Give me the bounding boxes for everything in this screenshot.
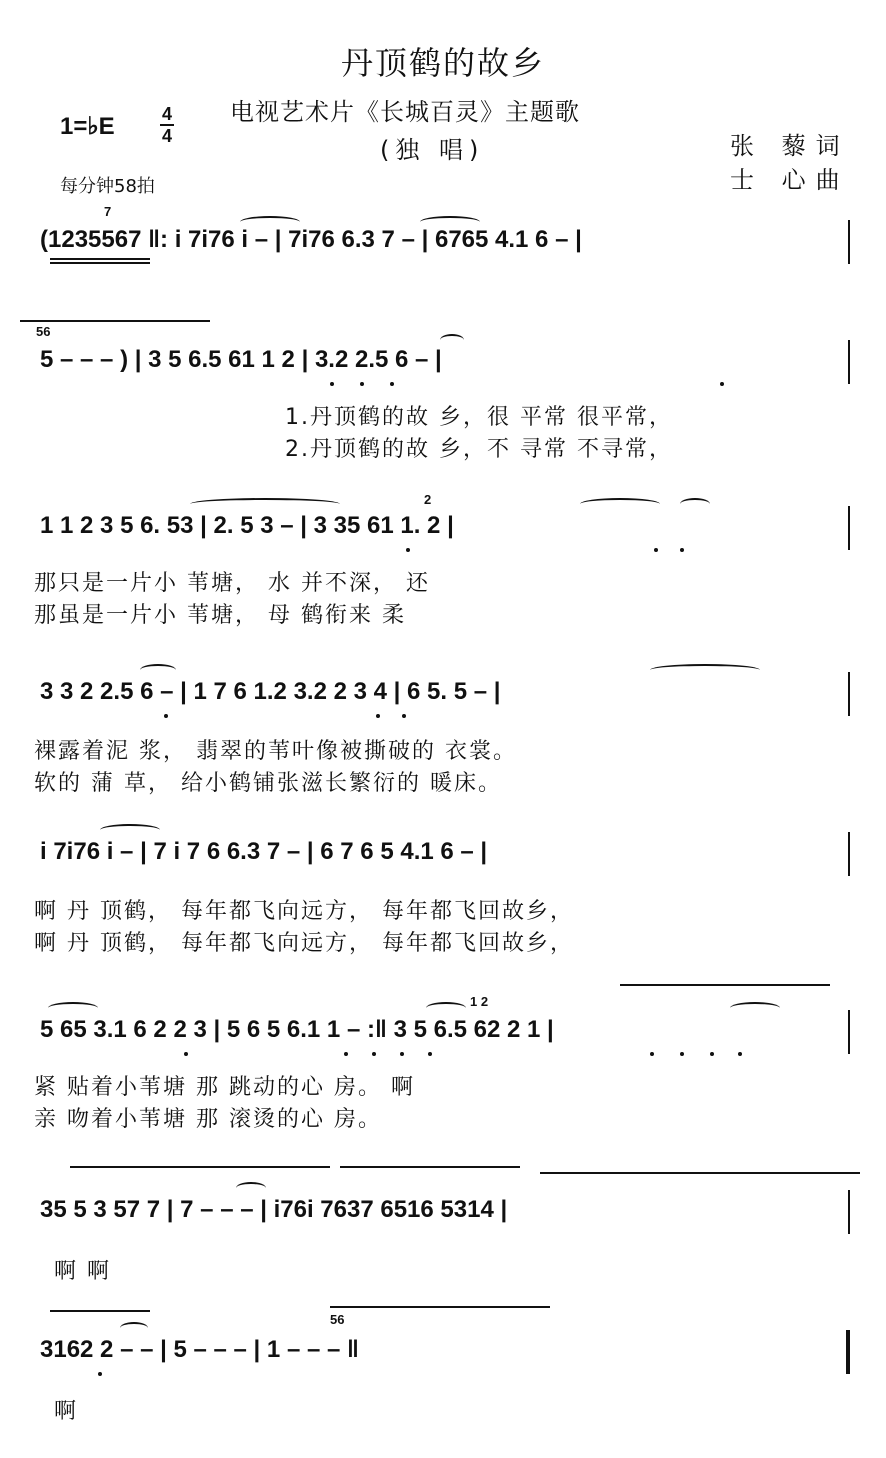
- octave-dot: [344, 1052, 348, 1056]
- slur: [730, 1002, 780, 1014]
- barline: [848, 832, 850, 876]
- grace-mark: 2: [424, 492, 432, 507]
- slur: [140, 664, 176, 676]
- phrase-line: [620, 984, 830, 986]
- grace-mark: 56: [330, 1312, 345, 1327]
- slur: [190, 498, 340, 510]
- barline: [848, 1190, 850, 1234]
- time-signature: [160, 104, 174, 146]
- octave-dot: [680, 1052, 684, 1056]
- lyric-verse-2: 啊 丹 顶鹤， 每年都飞向远方， 每年都飞回故乡，: [34, 931, 574, 956]
- barline: [848, 220, 850, 264]
- lyric-verse-1: 1.丹顶鹤的故 乡，很 平常 很平常，: [285, 405, 673, 430]
- composer-credit: 士 心曲: [730, 166, 850, 194]
- octave-dot: [400, 1052, 404, 1056]
- performance-type: (独 唱): [380, 136, 485, 164]
- octave-dot: [390, 382, 394, 386]
- octave-dot: [184, 1052, 188, 1056]
- slur: [580, 498, 660, 510]
- notation: 5 – – – ) | 3 5 6.5 61 1 2 | 3.2 2.5 6 – |: [40, 346, 442, 373]
- beam: [50, 258, 150, 260]
- octave-dot: [406, 548, 410, 552]
- time-signature-top: 4: [161, 104, 172, 124]
- octave-dot: [330, 382, 334, 386]
- slur: [48, 1002, 98, 1014]
- slur: [650, 664, 760, 676]
- slur: [240, 216, 300, 228]
- notation: i 7i76 i – | 7 i 7 6 6.3 7 – | 6 7 6 5 4.1 6 – |: [40, 838, 488, 865]
- tempo-marking: 每分钟58拍: [60, 176, 155, 197]
- slur: [426, 1002, 466, 1014]
- slur: [236, 1182, 266, 1194]
- phrase-line: [540, 1172, 860, 1174]
- octave-dot: [428, 1052, 432, 1056]
- lyric-verse-1: 啊 啊: [54, 1259, 111, 1284]
- octave-dot: [360, 382, 364, 386]
- phrase-line: [70, 1166, 330, 1168]
- barline: [848, 506, 850, 550]
- slur: [440, 334, 464, 346]
- phrase-line: [50, 1310, 150, 1312]
- final-barline: [846, 1330, 850, 1374]
- octave-dot: [650, 1052, 654, 1056]
- barline: [848, 1010, 850, 1054]
- key-signature: 1=♭E: [60, 113, 115, 140]
- octave-dot: [710, 1052, 714, 1056]
- slur: [120, 1322, 148, 1334]
- octave-dot: [98, 1372, 102, 1376]
- lyric-verse-2: 亲 吻着小苇塘 那 滚烫的心 房。: [34, 1107, 382, 1132]
- octave-dot: [372, 1052, 376, 1056]
- song-title: 丹顶鹤的故乡: [340, 44, 545, 82]
- octave-dot: [720, 382, 724, 386]
- barline: [848, 340, 850, 384]
- slur: [100, 824, 160, 836]
- octave-dot: [654, 548, 658, 552]
- lyric-verse-2: 2.丹顶鹤的故 乡，不 寻常 不寻常，: [285, 437, 673, 462]
- octave-dot: [402, 714, 406, 718]
- grace-mark: 56: [36, 324, 51, 339]
- lyricist-credit: 张 藜词: [730, 132, 850, 160]
- lyric-verse-2: 那虽是一片小 苇塘， 母 鹤衔来 柔: [34, 603, 406, 628]
- notation: 1 1 2 3 5 6. 53 | 2. 5 3 – | 3 35 61 1. 2 |: [40, 512, 454, 539]
- lyric-verse-1: 裸露着泥 浆， 翡翠的苇叶像被撕破的 衣裳。: [34, 739, 517, 764]
- notation: 5 65 3.1 6 2 2 3 | 5 6 5 6.1 1 – :‖ 3 5 6.5 62 2 1 |: [40, 1016, 554, 1043]
- octave-dot: [376, 714, 380, 718]
- octave-dot: [164, 714, 168, 718]
- beam: [50, 262, 150, 264]
- notation: (1235567 ‖: i 7i76 i – | 7i76 6.3 7 – | 6765 4.1 6 – |: [40, 226, 582, 253]
- notation: 3 3 2 2.5 6 – | 1 7 6 1.2 3.2 2 3 4 | 6 5. 5 – |: [40, 678, 501, 705]
- phrase-line: [340, 1166, 520, 1168]
- lyric-verse-1: 紧 贴着小苇塘 那 跳动的心 房。 啊: [34, 1075, 415, 1100]
- octave-dot: [680, 548, 684, 552]
- slur: [680, 498, 710, 510]
- barline: [848, 672, 850, 716]
- ending-mark: 1 2: [470, 994, 489, 1009]
- lyric-verse-1: 啊: [54, 1399, 79, 1424]
- notation: 35 5 3 57 7 | 7 – – – | i76i 7637 6516 5314 |: [40, 1196, 508, 1223]
- time-signature-bottom: 4: [161, 126, 172, 146]
- grace-mark: 7: [104, 204, 112, 219]
- slur: [420, 216, 480, 228]
- phrase-line: [330, 1306, 550, 1308]
- notation: 3162 2 – – | 5 – – – | 1 – – – ‖: [40, 1336, 359, 1363]
- lyric-verse-1: 那只是一片小 苇塘， 水 并不深， 还: [34, 571, 430, 596]
- decrescendo-line: [20, 320, 210, 322]
- octave-dot: [738, 1052, 742, 1056]
- lyric-verse-2: 软的 蒲 草， 给小鹤铺张滋长繁衍的 暖床。: [34, 771, 502, 796]
- lyric-verse-1: 啊 丹 顶鹤， 每年都飞向远方， 每年都飞回故乡，: [34, 899, 574, 924]
- song-subtitle: 电视艺术片《长城百灵》主题歌: [230, 98, 580, 126]
